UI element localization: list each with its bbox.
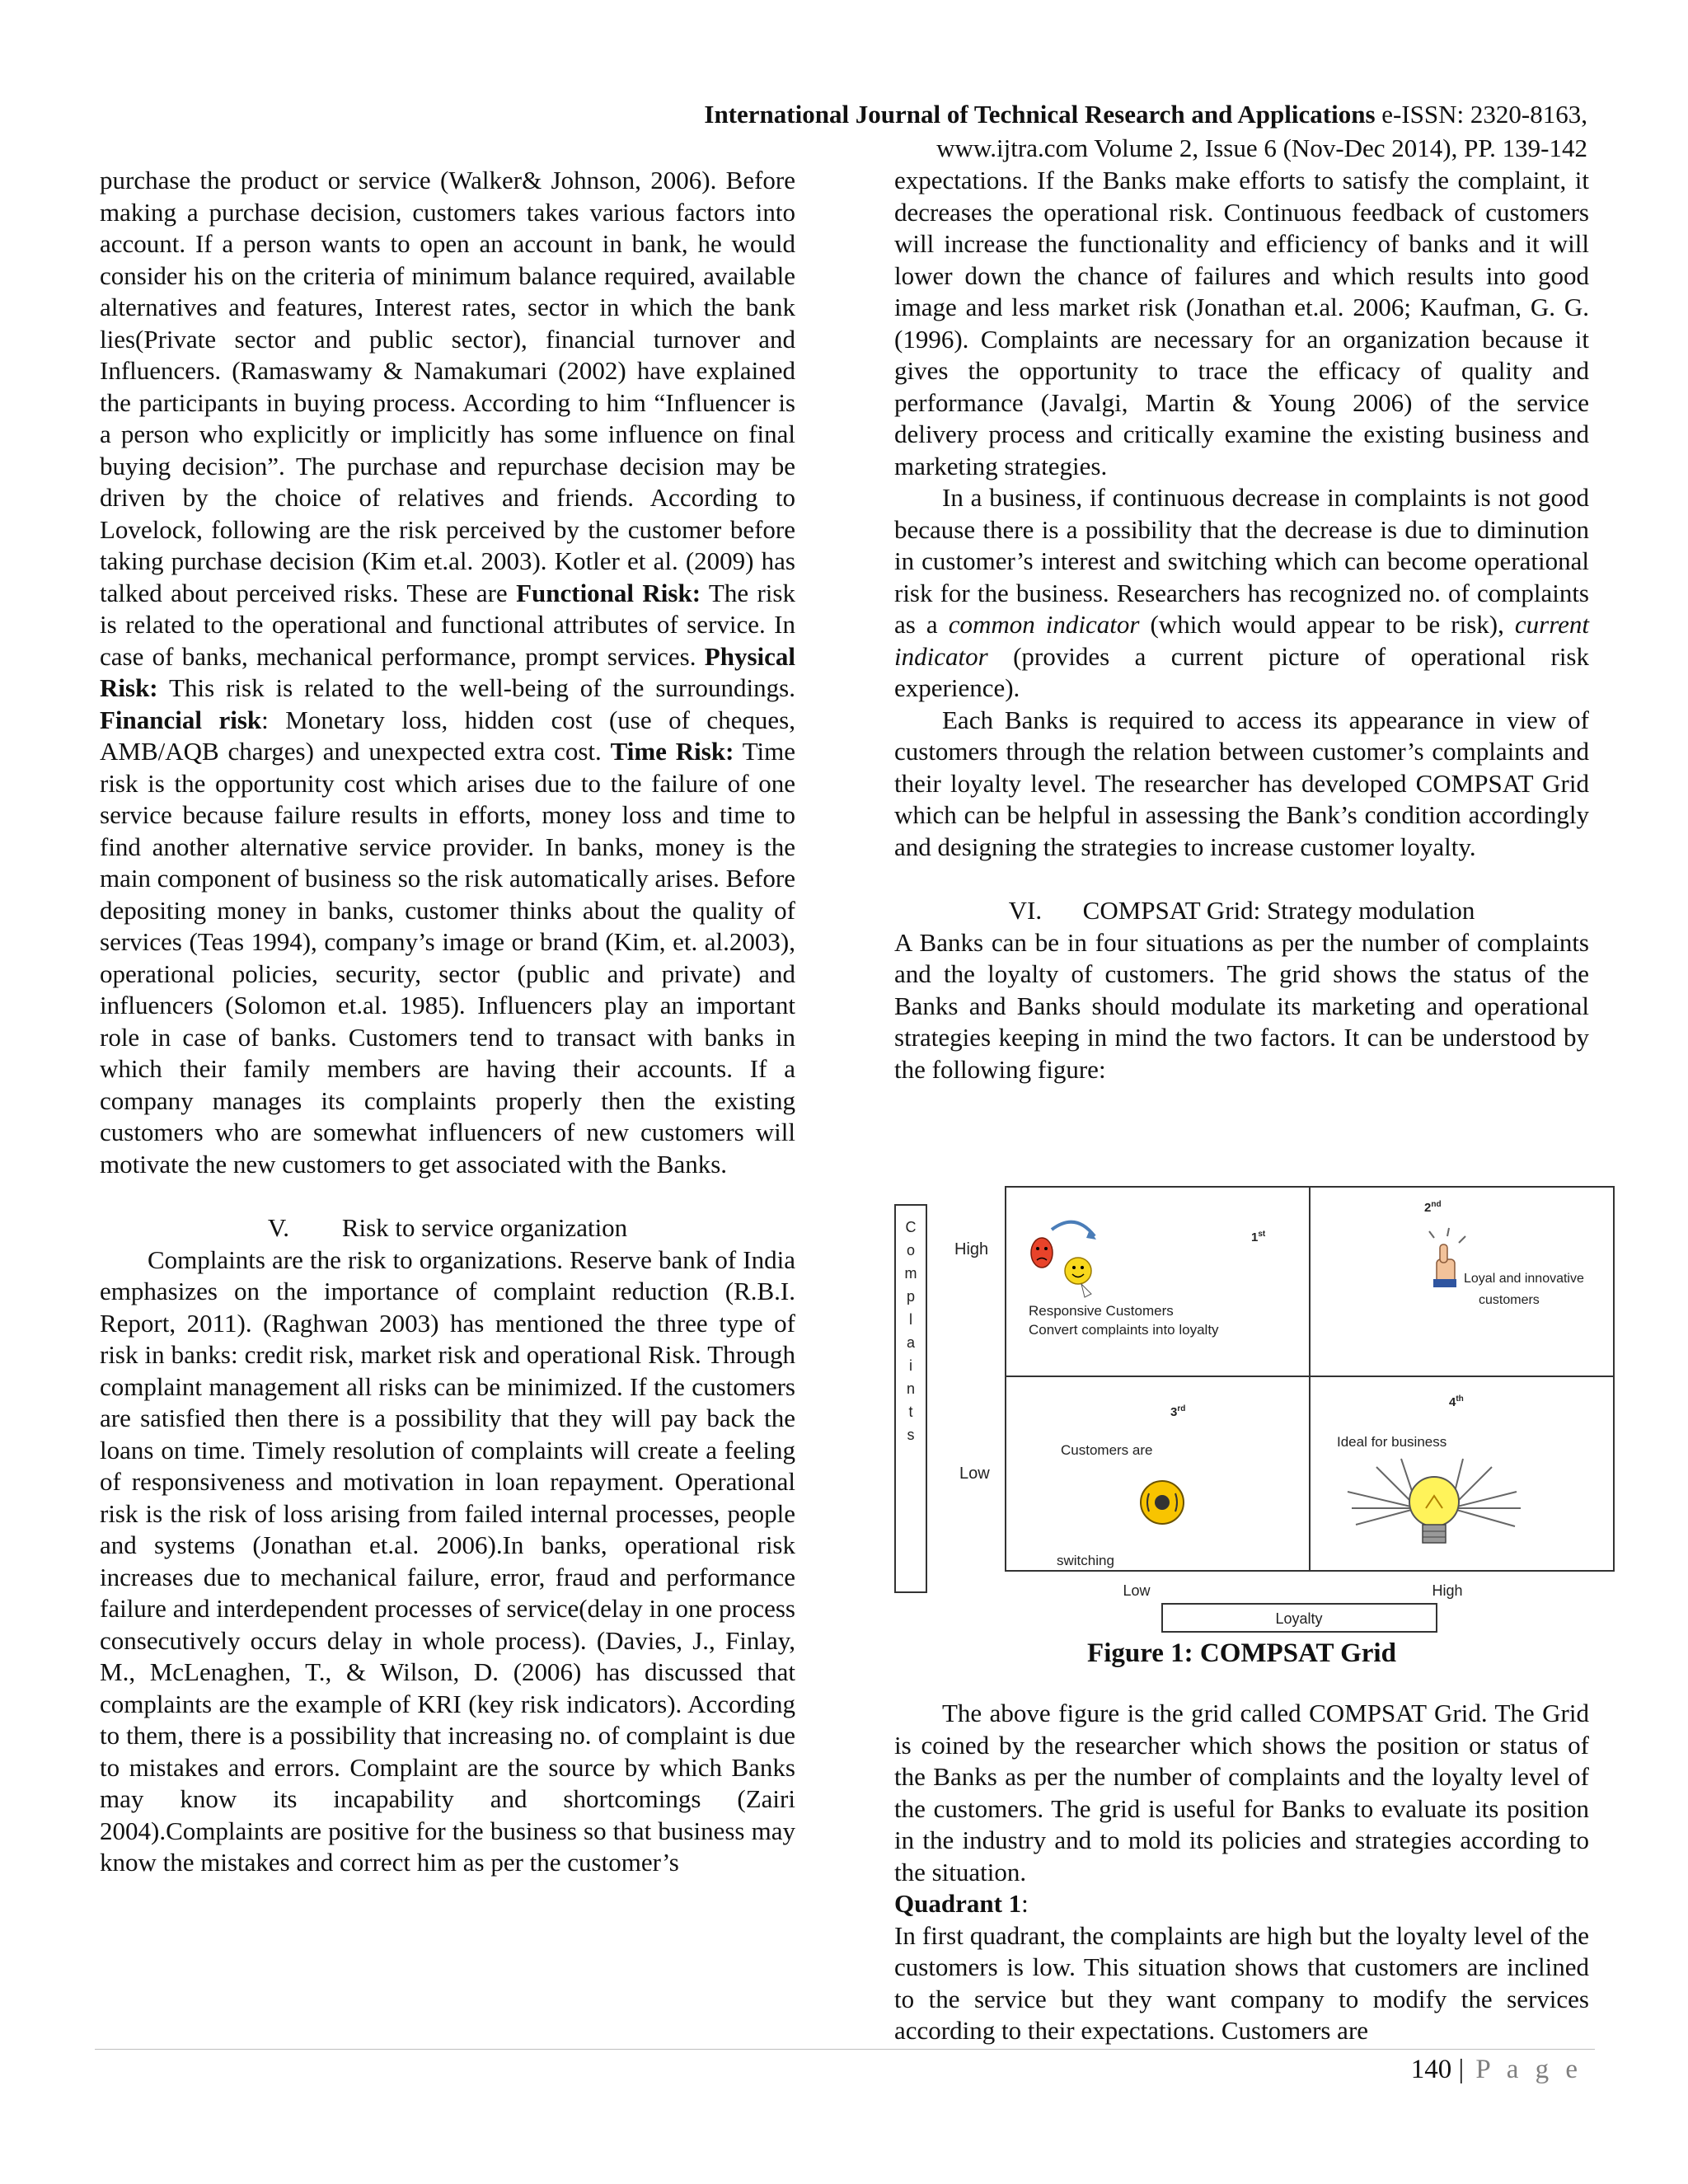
y-letter: n [906, 1380, 916, 1397]
q4-label-line1: Ideal for business [1337, 1434, 1447, 1450]
left-column [100, 165, 795, 1879]
quadrant-1 [1029, 1222, 1266, 1338]
right-column-lower [894, 1698, 1589, 2047]
term-physical-risk: Physical Risk: [100, 641, 795, 702]
compsat-grid-figure [890, 1179, 1624, 1673]
q3-label-line2: switching [1057, 1553, 1114, 1568]
right-column [894, 165, 1589, 1085]
page-number: 140 | [1410, 2055, 1465, 2084]
term-time-risk: Time Risk: [610, 737, 734, 766]
paragraph-quadrant-1: In first quadrant, the complaints are high but the loyalty level of the customers is low. This situation shows that customers are inclined to the service but they want company to modify the services according to their expectations. Customers are [894, 1920, 1589, 2045]
journal-issn: e-ISSN: 2320-8163, [1375, 100, 1587, 129]
q2-label-line2: customers [1479, 1293, 1540, 1307]
q3-label-line1: Customers are [1061, 1442, 1153, 1458]
q2-number: 2nd [1424, 1200, 1442, 1215]
x-low-label: Low [1123, 1582, 1151, 1599]
term-common-indicator: common indicator [948, 610, 1140, 639]
page-footer [1411, 2055, 1582, 2085]
journal-title: International Journal of Technical Research and Applications [704, 100, 1376, 129]
paragraph-risks: purchase the product or service (Walker& Johnson, 2006). Before making a purchase decision, customers takes various factors into account. If a person wants to open an account in bank, he would consider his on the criteria of minimum balance required, available alternatives and features, Interest rates, sector in which the bank lies(Private sector and public sector), financial turnover and Influencers. (Ramaswamy & Namakumari (2002) have explained the participants in buying process. According to him “Influencer is a person who explicitly or implicitly has some influence on final buying decision”. The purchase and repurchase decision may be driven by the choice of relatives and friends. According to Lovelock, following are the risk perceived by the customer before taking purchase decision (Kim et.al. 2003). Kotler et al. (2009) has talked about perceived risks. These are Functional Risk: The risk is related to the operational and functional attributes of service. In case of banks, mechanical performance, prompt services. Physical Risk: This risk is related to the well-being of the surroundings. Financial risk: Monetary loss, hidden cost (use of cheques, AMB/AQB charges) and unexpected extra cost. Time Risk: Time risk is the opportunity cost which arises due to the failure of one service because failure results in efforts, money loss and time to find another alternative service provider. In banks, money is the main component of business so the risk automatically arises. Before depositing money in banks, customer thinks about the quality of services (Teas 1994), company’s image or brand (Kim, et. al.2003), operational policies, security, sector (public and private) and influencers (Solomon et.al. 1985). Influencers play an important role in case of banks. Customers tend to transact with banks in which their family members are having their accounts. If a company manages its complaints properly then the existing customers who are somewhat influencers of new customers will motivate the new customers to get associated with the Banks. [100, 166, 795, 1179]
quadrant-1-heading: Quadrant 1: [894, 1889, 1029, 1918]
y-low-label: Low [959, 1465, 990, 1483]
y-letter: o [906, 1242, 916, 1258]
thumbs-up-icon [1429, 1228, 1465, 1287]
y-letter: a [906, 1334, 916, 1351]
alarm-icon [1141, 1481, 1184, 1524]
section-heading-vi: VI. COMPSAT Grid: Strategy modulation [1008, 896, 1475, 925]
quadrant-2 [1424, 1200, 1584, 1307]
quadrant-4 [1337, 1394, 1521, 1543]
y-letter: s [907, 1427, 915, 1443]
paragraph-grid-description: The above figure is the grid called COMPSAT Grid. The Grid is coined by the researcher which shows the position or status of the Banks as per the number of complaints and the loyalty level of the customers. The grid is useful for Banks to evaluate its position in the industry and to mold its policies and strategies according to the situation. [894, 1699, 1589, 1886]
y-axis-letters [905, 1219, 917, 1443]
x-axis-label: Loyalty [1275, 1610, 1323, 1627]
y-letter: C [905, 1219, 917, 1235]
y-letter: p [906, 1288, 916, 1305]
page-word: P a g e [1464, 2055, 1582, 2084]
q2-label-line1: Loyal and innovative [1464, 1272, 1584, 1286]
q4-number: 4th [1449, 1394, 1464, 1409]
term-functional-risk: Functional Risk: [516, 578, 701, 607]
journal-volume: www.ijtra.com Volume 2, Issue 6 (Nov-Dec 2014), PP. 139-142 [936, 134, 1587, 162]
journal-header [351, 97, 1587, 165]
paragraph-expectations: expectations. If the Banks make efforts to satisfy the complaint, it decreases the operational risk. Continuous feedback of customers will increase the functionality and efficiency of banks and it will lower down the chance of failures and which results into good image and less market risk (Jonathan et.al. 2006; Kaufman, G. G. (1996). Complaints are necessary for an organization because it gives the opportunity to trace the efficacy of quality and performance (Javalgi, Martin & Young 2006) of the service delivery process and critically examine the existing business and marketing strategies. [894, 166, 1589, 480]
q1-number: 1st [1251, 1230, 1266, 1244]
y-letter: m [904, 1265, 917, 1282]
q3-number: 3rd [1170, 1404, 1186, 1419]
paragraph-four-situations: A Banks can be in four situations as per the number of complaints and the loyalty of customers. The grid shows the status of the Banks and Banks should modulate its marketing and operational strategies keeping in mind the two factors. It can be understood by the following figure: [894, 927, 1589, 1084]
y-letter: l [909, 1311, 912, 1328]
q1-label-line2: Convert complaints into loyalty [1029, 1322, 1219, 1338]
quadrant-3 [1057, 1404, 1185, 1568]
y-letter: i [909, 1357, 912, 1374]
figure-caption: Figure 1: COMPSAT Grid [1087, 1638, 1396, 1668]
section-heading-v: V. Risk to service organization [267, 1213, 628, 1242]
paragraph-complaints-risk: Complaints are the risk to organizations. Reserve bank of India emphasizes on the importance of complaint reduction (R.B.I. Report, 2011). (Raghwan 2003) has mentioned the three type of risk in banks: credit risk, market risk and operational Risk. Through complaint management all risks can be minimized. If the customers are satisfied then there is a possibility that they will pay back the loans on time. Timely resolution of complaints will create a feeling of responsiveness and motivation in loan repayment. Operational risk is the risk of loss arising from failed internal processes, people and systems (Jonathan et.al. 2006).In banks, operational risk increases due to mechanical failure, error, fraud and performance failure and interdependent processes of service(delay in one process consecutively occurs delay in whole process). (Davies, J., Finlay, M., McLenaghen, T., & Wilson, D. (2006) has discussed that complaints are the example of KRI (key risk indicators). According to them, there is a possibility that increasing no. of complaint is due to mistakes and errors. Complaint are the source by which Banks may know its incapability and shortcomings (Zairi 2004).Complaints are positive for the business so that business may know the mistakes and correct him as per the customer’s [100, 1244, 795, 1877]
paragraph-business-decrease: In a business, if continuous decrease in complaints is not good because there is a possibility that the decrease is due to diminution in customer’s interest and switching which can become operational risk for the business. Researchers has recognized no. of complaints as a common indicator (which would appear to be risk), current indicator (provides a current picture of operational risk experience). [894, 483, 1589, 702]
term-current-indicator: current indicator [894, 610, 1589, 671]
footer-divider [95, 2049, 1595, 2050]
paragraph-compsat-intro: Each Banks is required to access its appearance in view of customers through the relation between customer’s complaints and their loyalty level. The researcher has developed COMPSAT Grid which can be helpful in assessing the Bank’s condition accordingly and designing the strategies to increase customer loyalty. [894, 705, 1589, 861]
y-high-label: High [954, 1240, 989, 1258]
lightbulb-icon [1348, 1459, 1521, 1543]
y-axis-label-box [895, 1205, 926, 1592]
q1-label-line1: Responsive Customers [1029, 1303, 1174, 1319]
angry-happy-faces-icon [1031, 1222, 1096, 1297]
x-high-label: High [1432, 1582, 1463, 1599]
term-financial-risk: Financial risk [100, 705, 262, 734]
y-letter: t [908, 1404, 913, 1420]
